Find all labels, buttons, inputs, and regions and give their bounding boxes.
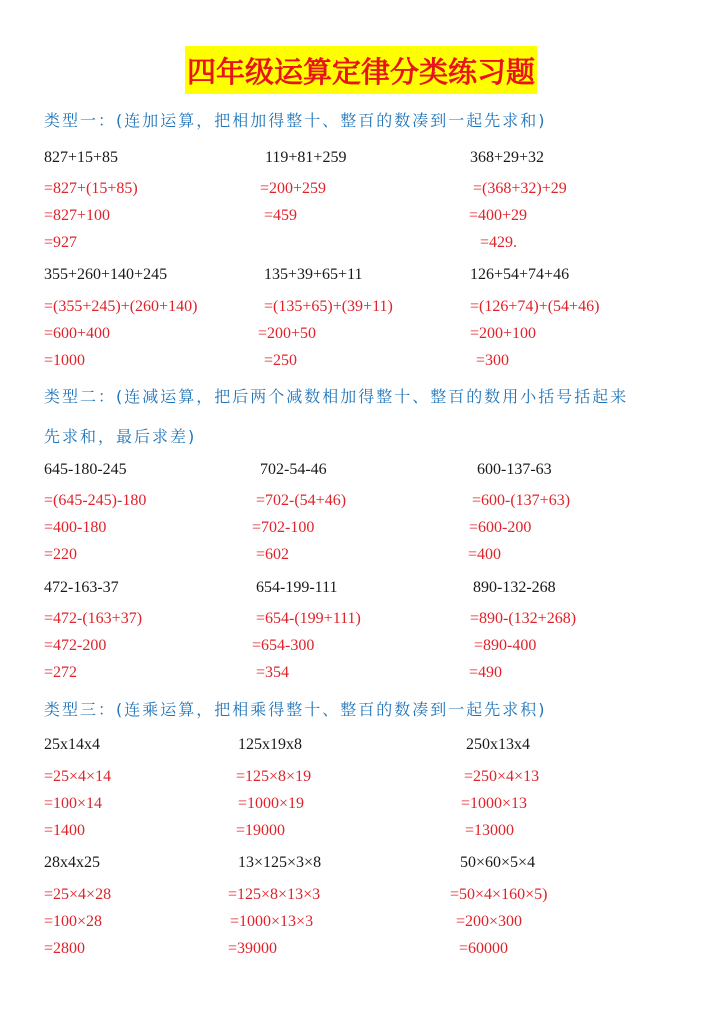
solution-step: =600+400 [44, 325, 111, 342]
solution-step: =39000 [228, 940, 278, 957]
problem-expression: 702-54-46 [260, 461, 327, 478]
problem-expression: 28x4x25 [44, 854, 100, 871]
solution-step: =200+50 [258, 325, 317, 342]
title-banner [185, 46, 537, 94]
solution-step: =472-200 [44, 637, 107, 654]
solution-step: =354 [256, 664, 290, 681]
solution-step: =300 [476, 352, 510, 369]
solution-step: =1000×19 [238, 795, 305, 812]
problem-expression: 250x13x4 [466, 736, 530, 753]
section-2-heading-continued: 先求和，最后求差) [44, 427, 197, 446]
page-title: 四年级运算定律分类练习题 [186, 54, 535, 89]
solution-step: =429. [480, 234, 518, 251]
problem-expression: 119+81+259 [265, 149, 347, 166]
solution-step: =1000×13 [461, 795, 528, 812]
problem-expression: 645-180-245 [44, 461, 127, 478]
problem-expression: 13×125×3×8 [238, 854, 322, 871]
problem-expression: 125x19x8 [238, 736, 302, 753]
problem-expression: 50×60×5×4 [460, 854, 536, 871]
solution-step: =25×4×28 [44, 886, 112, 903]
problem-expression: 355+260+140+245 [44, 266, 168, 283]
solution-step: =250 [264, 352, 298, 369]
solution-step: =927 [44, 234, 78, 251]
solution-step: =50×4×160×5) [450, 886, 548, 903]
problem-expression: 472-163-37 [44, 579, 119, 596]
solution-step: =200+259 [260, 180, 327, 197]
solution-step: =400 [468, 546, 502, 563]
solution-step: =13000 [465, 822, 515, 839]
solution-step: =100×28 [44, 913, 103, 930]
solution-step: =600-200 [469, 519, 532, 536]
solution-step: =459 [264, 207, 298, 224]
solution-step: =200+100 [470, 325, 537, 342]
solution-step: =(126+74)+(54+46) [470, 298, 600, 315]
solution-step: =702-(54+46) [256, 492, 347, 509]
solution-step: =827+100 [44, 207, 111, 224]
solution-step: =25×4×14 [44, 768, 112, 785]
solution-step: =(355+245)+(260+140) [44, 298, 198, 315]
solution-step: =890-400 [474, 637, 537, 654]
problem-expression: 25x14x4 [44, 736, 100, 753]
solution-step: =200×300 [456, 913, 523, 930]
solution-step: =654-300 [252, 637, 315, 654]
solution-step: =602 [256, 546, 290, 563]
problem-expression: 654-199-111 [256, 579, 338, 596]
problem-expression: 890-132-268 [473, 579, 556, 596]
problem-expression: 135+39+65+11 [264, 266, 363, 283]
solution-step: =2800 [44, 940, 86, 957]
solution-step: =125×8×13×3 [228, 886, 321, 903]
solution-step: =(135+65)+(39+11) [264, 298, 393, 315]
solution-step: =60000 [459, 940, 509, 957]
problem-expression: 368+29+32 [470, 149, 545, 166]
solution-step: =702-100 [252, 519, 315, 536]
solution-step: =490 [469, 664, 503, 681]
section-2-heading: 类型二：(连减运算，把后两个减数相加得整十、整百的数用小括号括起来 [44, 387, 629, 406]
solution-step: =472-(163+37) [44, 610, 143, 627]
solution-step: =125×8×19 [236, 768, 312, 785]
solution-step: =1400 [44, 822, 86, 839]
solution-step: =100×14 [44, 795, 103, 812]
solution-step: =1000×13×3 [230, 913, 314, 930]
section-3-heading: 类型三：(连乘运算，把相乘得整十、整百的数凑到一起先求积) [44, 700, 547, 719]
solution-step: =19000 [236, 822, 286, 839]
solution-step: =220 [44, 546, 78, 563]
section-1-heading: 类型一：(连加运算，把相加得整十、整百的数凑到一起先求和) [44, 111, 547, 130]
solution-step: =600-(137+63) [472, 492, 571, 509]
solution-step: =890-(132+268) [470, 610, 577, 627]
solution-step: =1000 [44, 352, 86, 369]
solution-step: =(368+32)+29 [473, 180, 567, 197]
solution-step: =250×4×13 [464, 768, 540, 785]
solution-step: =400-180 [44, 519, 107, 536]
problem-expression: 126+54+74+46 [470, 266, 570, 283]
problem-expression: 600-137-63 [477, 461, 552, 478]
problem-expression: 827+15+85 [44, 149, 119, 166]
solution-step: =400+29 [469, 207, 528, 224]
solution-step: =272 [44, 664, 78, 681]
solution-step: =654-(199+111) [256, 610, 361, 627]
solution-step: =827+(15+85) [44, 180, 138, 197]
solution-step: =(645-245)-180 [44, 492, 147, 509]
